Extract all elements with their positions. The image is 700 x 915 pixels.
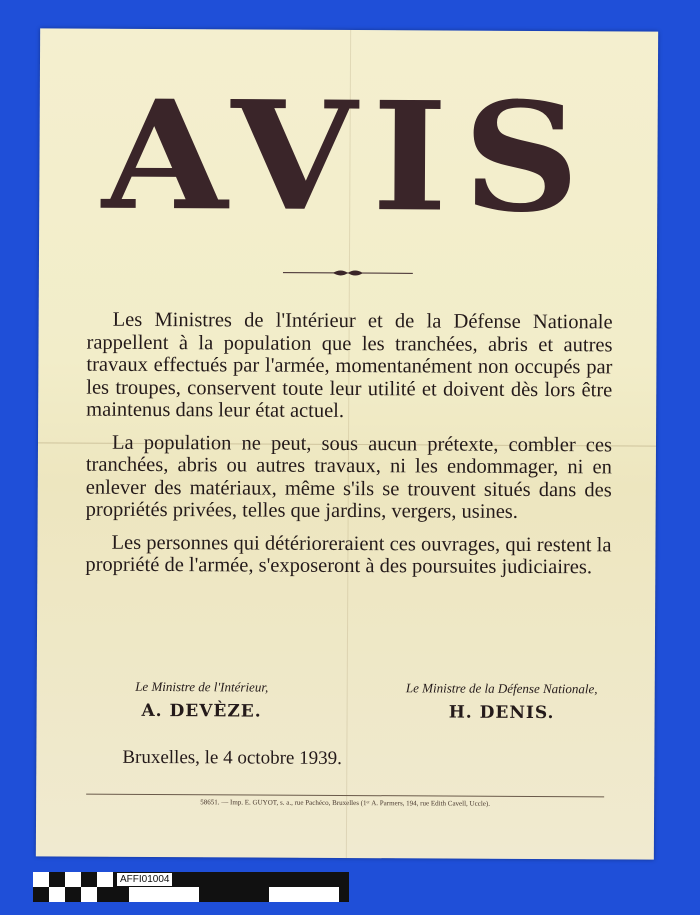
signature-role: Le Ministre de la Défense Nationale, [405, 680, 598, 697]
dateline: Bruxelles, le 4 octobre 1939. [122, 746, 342, 769]
paragraph-1: Les Ministres de l'Intérieur et de la Défense Nationale rappellent à la population que les tranchées, abris et autres travaux effectués par l'armée, momentanément non occupés par les troupes, conservent toute leur utilité et doivent dès lors être maintenus dans leur état actuel. [86, 308, 613, 422]
scale-cell [65, 872, 81, 887]
scale-stripe [129, 887, 199, 902]
signature-name: A. DEVÈZE. [141, 700, 262, 722]
signature-name: H. DENIS. [448, 702, 555, 724]
ornament-divider-icon [283, 268, 413, 279]
signature-interior-minister [77, 679, 327, 722]
signature-defense-minister [377, 680, 627, 723]
scale-cell [97, 872, 113, 887]
scale-cell [81, 887, 97, 902]
poster [36, 28, 658, 859]
scale-cell [49, 887, 65, 902]
scale-label: AFFI01004 [117, 873, 172, 886]
printer-imprint: 58651. — Imp. E. GUYOT, s. a., rue Pachéco, Bruxelles (1ᵉʳ A. Parmers, 194, rue Edith Cavell, Uccle). [200, 798, 490, 808]
paragraph-2: La population ne peut, sous aucun prétexte, combler ces tranchées, abris ou autres travaux, ni les endommager, ni en enlever des matériaux, même s'ils se trouvent situés dans des propriétés privées, telles que jardins, vergers, usines. [85, 431, 613, 523]
paragraph-3: Les personnes qui détérioreraient ces ouvrages, qui restent la propriété de l'armée, s'exposeront à des poursuites judiciaires. [85, 531, 612, 579]
signature-role: Le Ministre de l'Intérieur, [135, 678, 269, 695]
poster-title: AVIS [101, 67, 596, 247]
scale-bar [33, 872, 349, 902]
scale-stripe [269, 887, 339, 902]
signatures [77, 679, 625, 732]
scale-cell [33, 872, 49, 887]
notice-body [85, 309, 612, 589]
